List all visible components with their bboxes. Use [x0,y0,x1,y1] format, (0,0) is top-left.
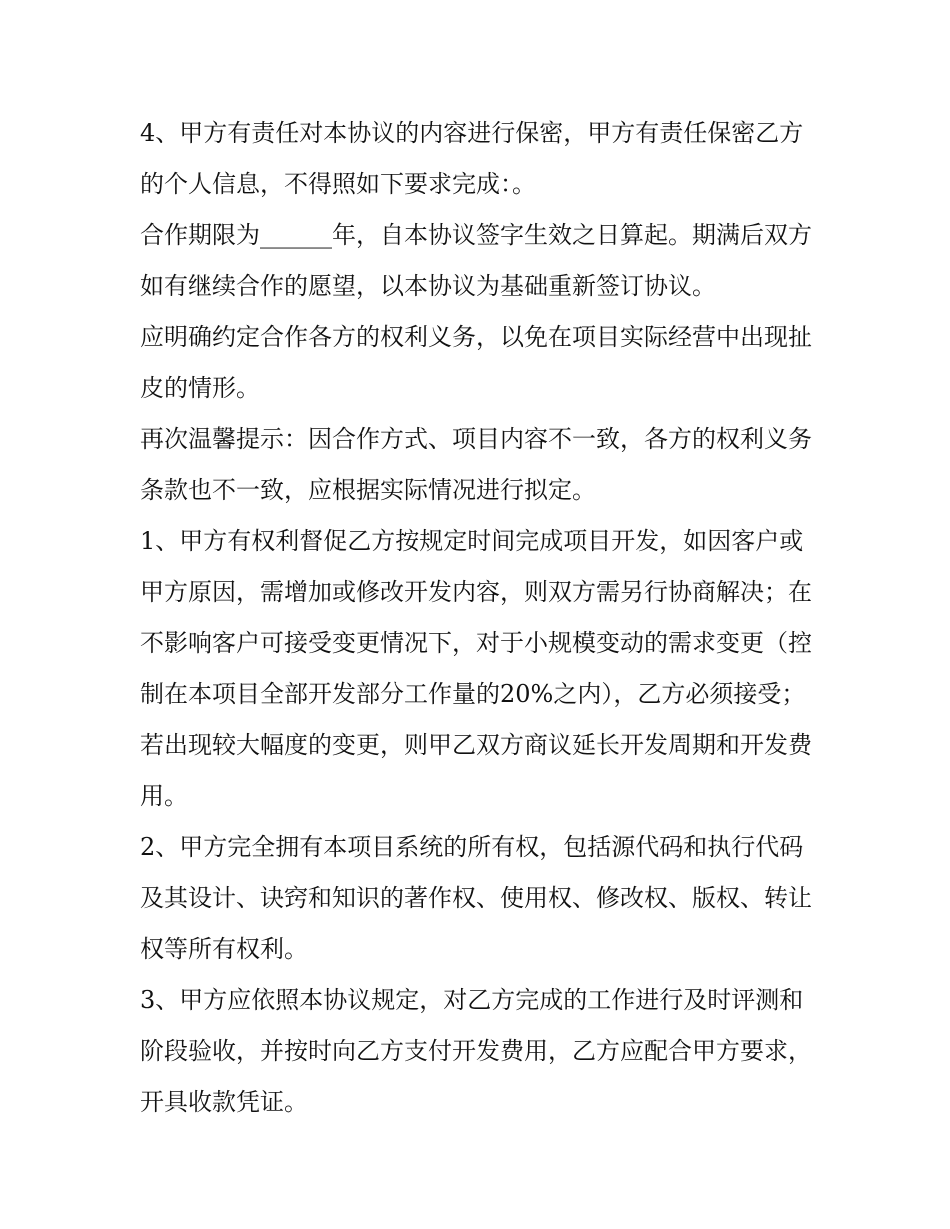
paragraph-reminder: 再次温馨提示：因合作方式、项目内容不一致，各方的权利义务条款也不一致，应根据实际情况进行拟定。 [140,425,812,504]
document-page [140,108,820,1128]
paragraph-clause-2: 2、甲方完全拥有本项目系统的所有权，包括源代码和执行代码及其设计、诀窍和知识的著作权、使用权、修改权、版权、转让权等所有权利。 [140,833,812,963]
paragraph-confidentiality: 4、甲方有责任对本协议的内容进行保密，甲方有责任保密乙方的个人信息，不得照如下要求完成：。 [140,119,804,198]
paragraph-clause-1: 1、甲方有权利督促乙方按规定时间完成项目开发，如因客户或甲方原因，需增加或修改开发内容，则双方需另行协商解决；在不影响客户可接受变更情况下，对于小规模变动的需求变更（控制在本项目全部开发部分工作量的20%之内），乙方必须接受；若出现较大幅度的变更，则甲乙双方商议延长开发周期和开发费用。 [140,527,812,810]
paragraph-clause-3: 3、甲方应依照本协议规定，对乙方完成的工作进行及时评测和阶段验收，并按时向乙方支付开发费用，乙方应配合甲方要求，开具收款凭证。 [140,986,812,1116]
paragraph-rights-obligations: 应明确约定合作各方的权利义务，以免在项目实际经营中出现扯皮的情形。 [140,323,812,402]
paragraph-cooperation-term: 合作期限为______年，自本协议签字生效之日算起。期满后双方如有继续合作的愿望，以本协议为基础重新签订协议。 [140,221,812,300]
